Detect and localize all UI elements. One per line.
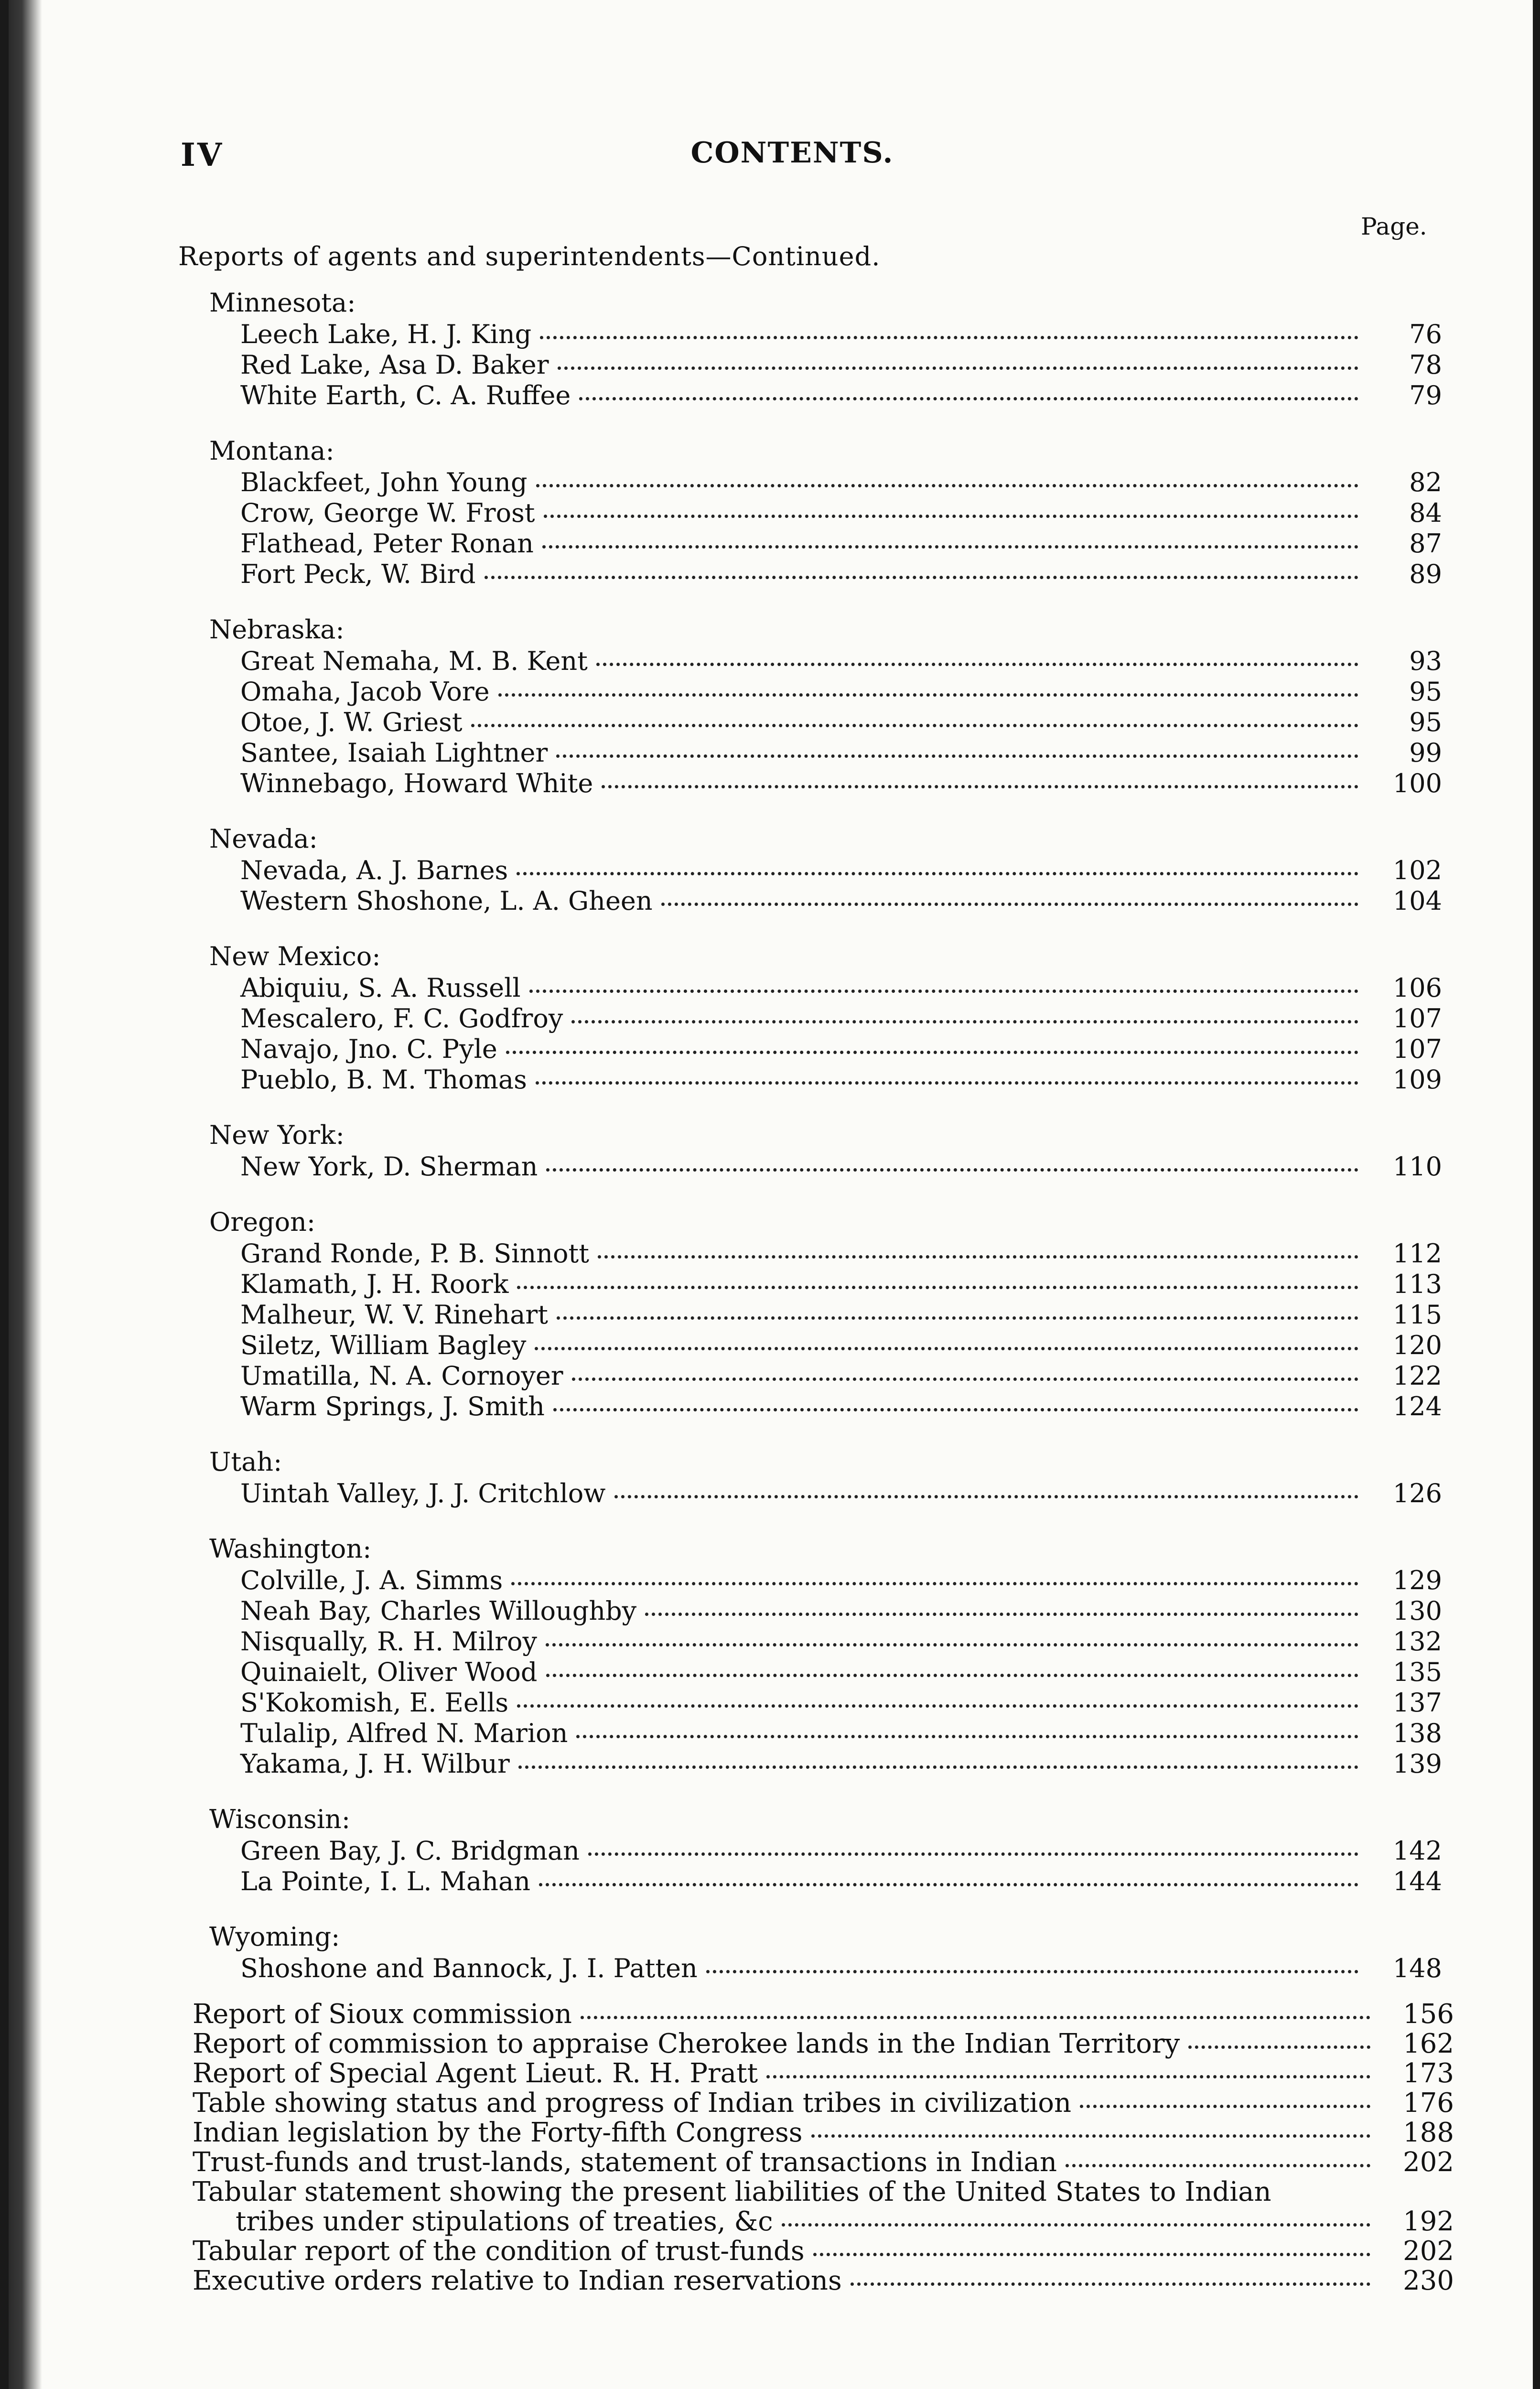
dot-leader — [598, 1255, 1358, 1259]
toc-entry-page: 104 — [1392, 886, 1442, 916]
toc-entry — [190, 707, 1442, 738]
toc-entry-label: Tabular statement showing the present liabilities of the United States to Indian — [193, 2176, 1271, 2207]
state-section — [190, 1119, 1442, 1182]
toc-entry — [193, 2000, 1454, 2029]
toc-entry — [190, 1626, 1442, 1657]
toc-entry-label: Tulalip, Alfred N. Marion — [240, 1718, 568, 1748]
toc-entry-label: Mescalero, F. C. Godfroy — [240, 1003, 563, 1033]
toc-entry — [190, 1718, 1442, 1749]
toc-entry — [190, 380, 1442, 411]
toc-entry-page: 173 — [1403, 2058, 1454, 2089]
toc-entry-page: 95 — [1409, 677, 1442, 707]
dot-leader — [706, 1970, 1358, 1973]
toc-entry — [193, 2266, 1454, 2296]
toc-entry-page: 112 — [1392, 1238, 1442, 1269]
toc-entry — [193, 2207, 1454, 2237]
toc-entry-label: S'Kokomish, E. Eells — [240, 1688, 509, 1718]
toc-entry-label: Neah Bay, Charles Willoughby — [240, 1596, 637, 1626]
dot-leader — [588, 1852, 1358, 1856]
toc-entry-page: 82 — [1409, 467, 1442, 497]
state-name: Oregon: — [209, 1207, 316, 1237]
dot-leader — [544, 515, 1359, 518]
toc-entry-page: 130 — [1392, 1596, 1442, 1626]
state-name: New York: — [209, 1120, 345, 1150]
page-edge-shadow — [9, 0, 42, 2389]
toc-entry-page: 107 — [1392, 1003, 1442, 1033]
misc-contents — [193, 2000, 1454, 2296]
toc-entry-label: Indian legislation by the Forty-fifth Congress — [193, 2117, 803, 2148]
toc-entry-label: Fort Peck, W. Bird — [240, 559, 476, 589]
dot-leader — [581, 2016, 1370, 2019]
toc-entry — [190, 319, 1442, 350]
toc-entry-label: Report of Special Agent Lieut. R. H. Pratt — [193, 2058, 758, 2089]
toc-entry-label: Siletz, William Bagley — [240, 1330, 527, 1360]
toc-entry — [190, 1003, 1442, 1034]
dot-leader — [557, 1316, 1358, 1320]
state-section — [190, 1446, 1442, 1509]
toc-entry-page: 137 — [1392, 1688, 1442, 1718]
dot-leader — [529, 990, 1358, 993]
toc-entry-label: Grand Ronde, P. B. Sinnott — [240, 1238, 589, 1269]
toc-entry — [190, 1361, 1442, 1391]
toc-entry-page: 135 — [1392, 1657, 1442, 1687]
toc-entry-label: Yakama, J. H. Wilbur — [240, 1749, 510, 1779]
toc-entry-page: 192 — [1403, 2206, 1454, 2237]
dot-leader — [614, 1495, 1359, 1498]
toc-entry — [190, 1688, 1442, 1718]
toc-entry-label: Red Lake, Asa D. Baker — [240, 350, 549, 380]
dot-leader — [517, 1286, 1358, 1289]
toc-entry — [190, 1034, 1442, 1065]
dot-leader — [542, 545, 1358, 549]
dot-leader — [766, 2075, 1370, 2078]
toc-entry-page: 162 — [1403, 2028, 1454, 2059]
toc-entry — [193, 2029, 1454, 2059]
toc-entry — [193, 2237, 1454, 2266]
toc-entry-label: Trust-funds and trust-lands, statement of transactions in Indian — [193, 2147, 1057, 2178]
toc-entry-page: 102 — [1392, 855, 1442, 885]
toc-entry-label: Table showing status and progress of Indian tribes in civilization — [193, 2088, 1072, 2119]
toc-entry-label: Abiquiu, S. A. Russell — [240, 973, 521, 1003]
state-name: Washington: — [209, 1534, 372, 1564]
toc-entry — [193, 2059, 1454, 2088]
toc-entry — [190, 1478, 1442, 1509]
state-name: Montana: — [209, 436, 334, 466]
toc-entry-label: Western Shoshone, L. A. Gheen — [240, 886, 653, 916]
page-header — [181, 136, 1404, 179]
toc-entry — [190, 350, 1442, 380]
toc-entry-label: Crow, George W. Frost — [240, 498, 535, 528]
dot-leader — [661, 903, 1358, 906]
dot-leader — [546, 1674, 1358, 1677]
toc-entry-label: Leech Lake, H. J. King — [240, 319, 532, 349]
toc-entry — [190, 1596, 1442, 1626]
dot-leader — [851, 2282, 1370, 2286]
dot-leader — [518, 1765, 1358, 1769]
toc-entry — [190, 1269, 1442, 1300]
dot-leader — [576, 1735, 1358, 1738]
toc-entry-page: 87 — [1409, 528, 1442, 559]
toc-entry-label: Nevada, A. J. Barnes — [240, 855, 508, 885]
state-section — [190, 1803, 1442, 1897]
toc-entry-page: 132 — [1392, 1626, 1442, 1657]
toc-entry-label: Klamath, J. H. Roork — [240, 1269, 509, 1299]
page-column-label: Page. — [1361, 213, 1427, 240]
toc-entry — [190, 1836, 1442, 1866]
state-name: Minnesota: — [209, 288, 356, 318]
scanned-page — [9, 0, 1533, 2389]
state-section — [190, 1533, 1442, 1779]
toc-entry-label: La Pointe, I. L. Mahan — [240, 1866, 530, 1896]
page-title: CONTENTS. — [690, 136, 894, 170]
toc-entry-label: Blackfeet, John Young — [240, 467, 528, 497]
toc-entry-page: 202 — [1403, 2147, 1454, 2178]
dot-leader — [540, 336, 1358, 339]
toc-entry-label: Colville, J. A. Simms — [240, 1565, 503, 1595]
toc-entry — [190, 1866, 1442, 1897]
toc-entry-page: 110 — [1392, 1151, 1442, 1182]
toc-entry — [193, 2118, 1454, 2148]
toc-entry-label: Green Bay, J. C. Bridgman — [240, 1836, 580, 1866]
toc-entry-label: Otoe, J. W. Griest — [240, 707, 463, 737]
toc-entry — [190, 1300, 1442, 1330]
toc-entry-page: 148 — [1392, 1953, 1442, 1983]
dot-leader — [558, 366, 1358, 370]
toc-entry-label: Flathead, Peter Ronan — [240, 528, 534, 559]
toc-entry-label: Nisqually, R. H. Milroy — [240, 1626, 538, 1657]
toc-entry-label: Warm Springs, J. Smith — [240, 1391, 545, 1421]
dot-leader — [539, 1883, 1358, 1886]
dot-leader — [553, 1408, 1358, 1411]
toc-entry-page: 107 — [1392, 1034, 1442, 1064]
toc-entry — [190, 855, 1442, 886]
toc-entry-page: 139 — [1392, 1749, 1442, 1779]
dot-leader — [517, 1704, 1358, 1708]
state-section — [190, 1921, 1442, 1984]
state-section — [190, 287, 1442, 411]
dot-leader — [571, 1020, 1358, 1023]
toc-entry-label: tribes under stipulations of treaties, &c — [236, 2206, 773, 2237]
toc-entry-label: Shoshone and Bannock, J. I. Patten — [240, 1953, 698, 1983]
toc-entry — [190, 467, 1442, 498]
toc-entry — [190, 738, 1442, 768]
toc-entry-label: Tabular report of the condition of trust-funds — [193, 2236, 805, 2267]
toc-entry-label: Report of Sioux commission — [193, 1999, 572, 2030]
dot-leader — [811, 2134, 1371, 2138]
toc-entry-page: 124 — [1392, 1391, 1442, 1421]
dot-leader — [511, 1582, 1358, 1585]
toc-entry-label: Quinaielt, Oliver Wood — [240, 1657, 538, 1687]
toc-entry-page: 126 — [1392, 1478, 1442, 1508]
toc-entry — [190, 646, 1442, 677]
toc-entry-page: 100 — [1392, 768, 1442, 798]
state-name: Nebraska: — [209, 614, 345, 645]
toc-entry-page: 76 — [1409, 319, 1442, 349]
toc-entry-label: Report of commission to appraise Cherokee lands in the Indian Territory — [193, 2028, 1180, 2059]
dot-leader — [536, 484, 1358, 487]
dot-leader — [517, 872, 1358, 875]
toc-entry — [190, 768, 1442, 799]
toc-entry — [190, 1565, 1442, 1596]
toc-entry-page: 78 — [1409, 350, 1442, 380]
toc-entry-label: Uintah Valley, J. J. Critchlow — [240, 1478, 606, 1508]
toc-entry-page: 99 — [1409, 738, 1442, 768]
toc-entry-label: White Earth, C. A. Ruffee — [240, 380, 571, 410]
toc-entry-label: Pueblo, B. M. Thomas — [240, 1065, 527, 1095]
dot-leader — [813, 2253, 1370, 2256]
dot-leader — [535, 1347, 1358, 1350]
page-number: IV — [181, 136, 224, 173]
toc-entry-page: 122 — [1392, 1361, 1442, 1391]
toc-entry-page: 144 — [1392, 1866, 1442, 1896]
toc-entry — [193, 2088, 1454, 2118]
toc-entry — [190, 886, 1442, 916]
dot-leader — [572, 1377, 1358, 1381]
dot-leader — [498, 693, 1358, 697]
toc-entry-page: 188 — [1403, 2117, 1454, 2148]
toc-entry — [193, 2148, 1454, 2177]
state-section — [190, 613, 1442, 799]
dot-leader — [579, 397, 1358, 400]
section-heading: Reports of agents and superintendents—Continued. — [178, 241, 881, 271]
toc-entry-page: 95 — [1409, 707, 1442, 737]
toc-entry — [190, 1065, 1442, 1095]
toc-entry-label: Executive orders relative to Indian reservations — [193, 2265, 842, 2296]
toc-entry-page: 93 — [1409, 646, 1442, 676]
toc-entry-label: Navajo, Jno. C. Pyle — [240, 1034, 497, 1064]
toc-entry-label: Great Nemaha, M. B. Kent — [240, 646, 588, 676]
state-section — [190, 940, 1442, 1095]
toc-entry-label: Santee, Isaiah Lightner — [240, 738, 548, 768]
toc-entry — [190, 1391, 1442, 1422]
toc-entry-page: 138 — [1392, 1718, 1442, 1748]
toc-entry-label: Umatilla, N. A. Cornoyer — [240, 1361, 563, 1391]
state-name: Nevada: — [209, 824, 318, 854]
toc-entry — [190, 498, 1442, 528]
dot-leader — [782, 2223, 1370, 2227]
state-section — [190, 435, 1442, 590]
state-name: Utah: — [209, 1447, 282, 1477]
toc-entry-label: Omaha, Jacob Vore — [240, 677, 490, 707]
toc-entry-label: New York, D. Sherman — [240, 1151, 538, 1182]
dot-leader — [1066, 2164, 1370, 2167]
dot-leader — [596, 663, 1358, 666]
toc-entry — [190, 1151, 1442, 1182]
toc-entry — [190, 528, 1442, 559]
toc-entry — [190, 1238, 1442, 1269]
table-of-contents — [190, 287, 1442, 2008]
toc-entry-page: 84 — [1409, 498, 1442, 528]
dot-leader — [645, 1613, 1358, 1616]
toc-entry — [190, 677, 1442, 707]
dot-leader — [602, 785, 1358, 788]
toc-entry — [190, 1953, 1442, 1984]
toc-entry-page: 106 — [1392, 973, 1442, 1003]
state-section — [190, 823, 1442, 916]
dot-leader — [1188, 2045, 1370, 2049]
dot-leader — [546, 1643, 1358, 1646]
dot-leader — [556, 754, 1358, 758]
dot-leader — [471, 724, 1358, 727]
toc-entry-page: 89 — [1409, 559, 1442, 589]
toc-entry-page: 142 — [1392, 1836, 1442, 1866]
dot-leader — [506, 1051, 1358, 1054]
dot-leader — [536, 1081, 1358, 1085]
toc-entry-page: 176 — [1403, 2088, 1454, 2119]
dot-leader — [485, 576, 1358, 579]
state-name: New Mexico: — [209, 941, 381, 971]
toc-entry-page: 115 — [1392, 1300, 1442, 1330]
toc-entry-label: Malheur, W. V. Rinehart — [240, 1300, 548, 1330]
toc-entry — [190, 973, 1442, 1003]
toc-entry-page: 129 — [1392, 1565, 1442, 1595]
state-name: Wyoming: — [209, 1922, 340, 1952]
state-section — [190, 1206, 1442, 1422]
toc-entry-page: 202 — [1403, 2236, 1454, 2267]
dot-leader — [546, 1168, 1358, 1172]
toc-entry-page: 120 — [1392, 1330, 1442, 1360]
toc-entry-page: 109 — [1392, 1065, 1442, 1095]
toc-entry-page: 113 — [1392, 1269, 1442, 1299]
toc-entry — [190, 1330, 1442, 1361]
toc-entry-page: 156 — [1403, 1999, 1454, 2030]
dot-leader — [1080, 2105, 1370, 2108]
toc-entry-page: 79 — [1409, 380, 1442, 410]
toc-entry-label: Winnebago, Howard White — [240, 768, 593, 798]
toc-entry — [190, 1657, 1442, 1688]
toc-entry-page: 230 — [1403, 2265, 1454, 2296]
toc-entry — [193, 2177, 1454, 2207]
toc-entry — [190, 1749, 1442, 1779]
state-name: Wisconsin: — [209, 1804, 351, 1834]
toc-entry — [190, 559, 1442, 590]
